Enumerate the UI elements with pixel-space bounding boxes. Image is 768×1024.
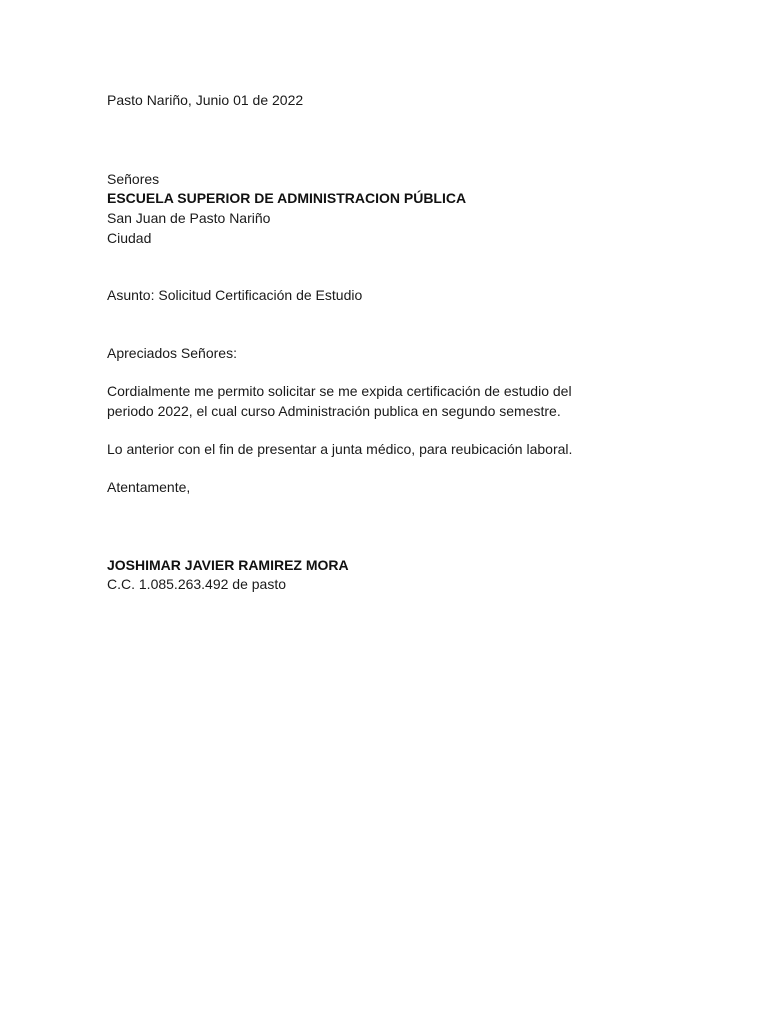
- recipient-city-line: San Juan de Pasto Nariño: [107, 210, 271, 226]
- greeting: Apreciados Señores:: [107, 345, 237, 361]
- recipient-salutation-title: Señores: [107, 171, 160, 187]
- body-paragraph-1-line-2: periodo 2022, el cual curso Administración publica en segundo semestre.: [107, 403, 561, 419]
- recipient-institution: ESCUELA SUPERIOR DE ADMINISTRACION PÚBLICA: [107, 190, 467, 206]
- subject-line: Asunto: Solicitud Certificación de Estudio: [107, 287, 363, 303]
- date-line: Pasto Nariño, Junio 01 de 2022: [107, 92, 304, 108]
- closing: Atentamente,: [107, 479, 191, 495]
- recipient-locality: Ciudad: [107, 230, 152, 246]
- body-paragraph-1-line-1: Cordialmente me permito solicitar se me expida certificación de estudio del: [107, 383, 572, 399]
- signature-name: JOSHIMAR JAVIER RAMIREZ MORA: [107, 557, 349, 573]
- signature-id-line: C.C. 1.085.263.492 de pasto: [107, 576, 287, 592]
- body-paragraph-2: Lo anterior con el fin de presentar a junta médico, para reubicación laboral.: [107, 441, 573, 457]
